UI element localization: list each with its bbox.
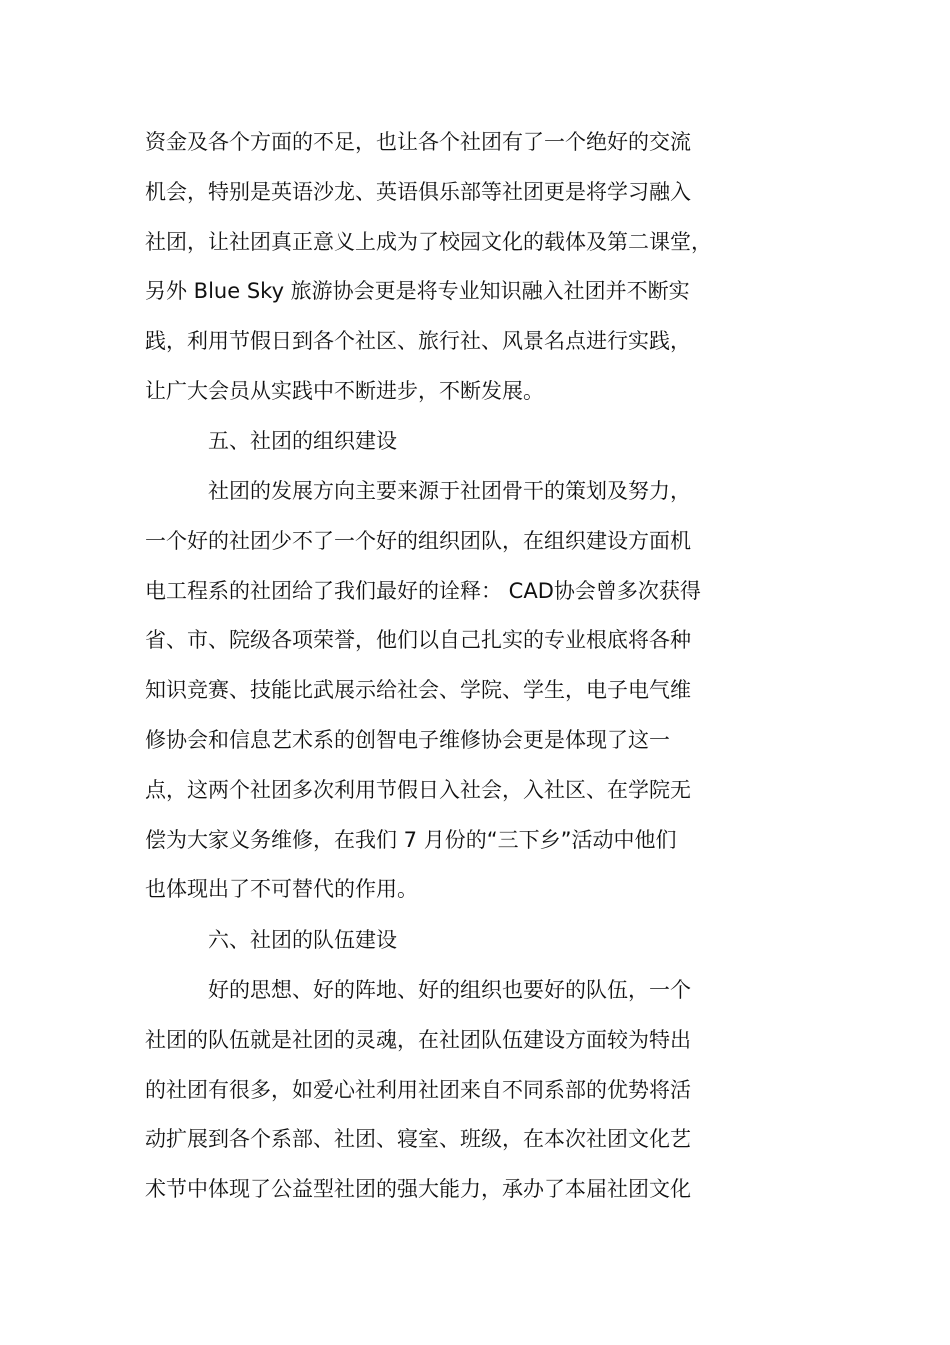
paragraph-line: 点，这两个社团多次利用节假日入社会，入社区、在学院无	[145, 778, 691, 802]
paragraph-line: 好的思想、好的阵地、好的组织也要好的队伍，一个	[208, 978, 691, 1002]
paragraph-line: 社团的发展方向主要来源于社团骨干的策划及努力，	[208, 479, 691, 503]
section-heading-6: 六、社团的队伍建设	[208, 928, 397, 952]
paragraph-line: 另外 Blue Sky 旅游协会更是将专业知识融入社团并不断实	[145, 279, 690, 303]
paragraph-line: 机会，特别是英语沙龙、英语俱乐部等社团更是将学习融入	[145, 180, 691, 204]
paragraph-line: 让广大会员从实践中不断进步，不断发展。	[145, 379, 544, 403]
paragraph-line: 社团，让社团真正意义上成为了校园文化的载体及第二课堂，	[145, 230, 712, 254]
paragraph-line: 资金及各个方面的不足，也让各个社团有了一个绝好的交流	[145, 130, 691, 154]
paragraph-line: 省、市、院级各项荣誉，他们以自己扎实的专业根底将各种	[145, 628, 691, 652]
paragraph-line: 知识竞赛、技能比武展示给社会、学院、学生，电子电气维	[145, 678, 691, 702]
paragraph-line: 术节中体现了公益型社团的强大能力，承办了本届社团文化	[145, 1177, 691, 1201]
paragraph-line: 偿为大家义务维修，在我们 7 月份的“三下乡”活动中他们	[145, 828, 677, 852]
paragraph-line: 的社团有很多，如爱心社利用社团来自不同系部的优势将活	[145, 1078, 691, 1102]
paragraph-line: 社团的队伍就是社团的灵魂，在社团队伍建设方面较为特出	[145, 1028, 691, 1052]
paragraph-line: 也体现出了不可替代的作用。	[145, 877, 418, 901]
paragraph-line: 践，利用节假日到各个社区、旅行社、风景名点进行实践，	[145, 329, 691, 353]
paragraph-line: 电工程系的社团给了我们最好的诠释： CAD协会曾多次获得	[145, 579, 701, 603]
section-heading-5: 五、社团的组织建设	[208, 429, 397, 453]
paragraph-line: 一个好的社团少不了一个好的组织团队，在组织建设方面机	[145, 529, 691, 553]
paragraph-line: 动扩展到各个系部、社团、寝室、班级，在本次社团文化艺	[145, 1127, 691, 1151]
paragraph-line: 修协会和信息艺术系的创智电子维修协会更是体现了这一	[145, 728, 670, 752]
